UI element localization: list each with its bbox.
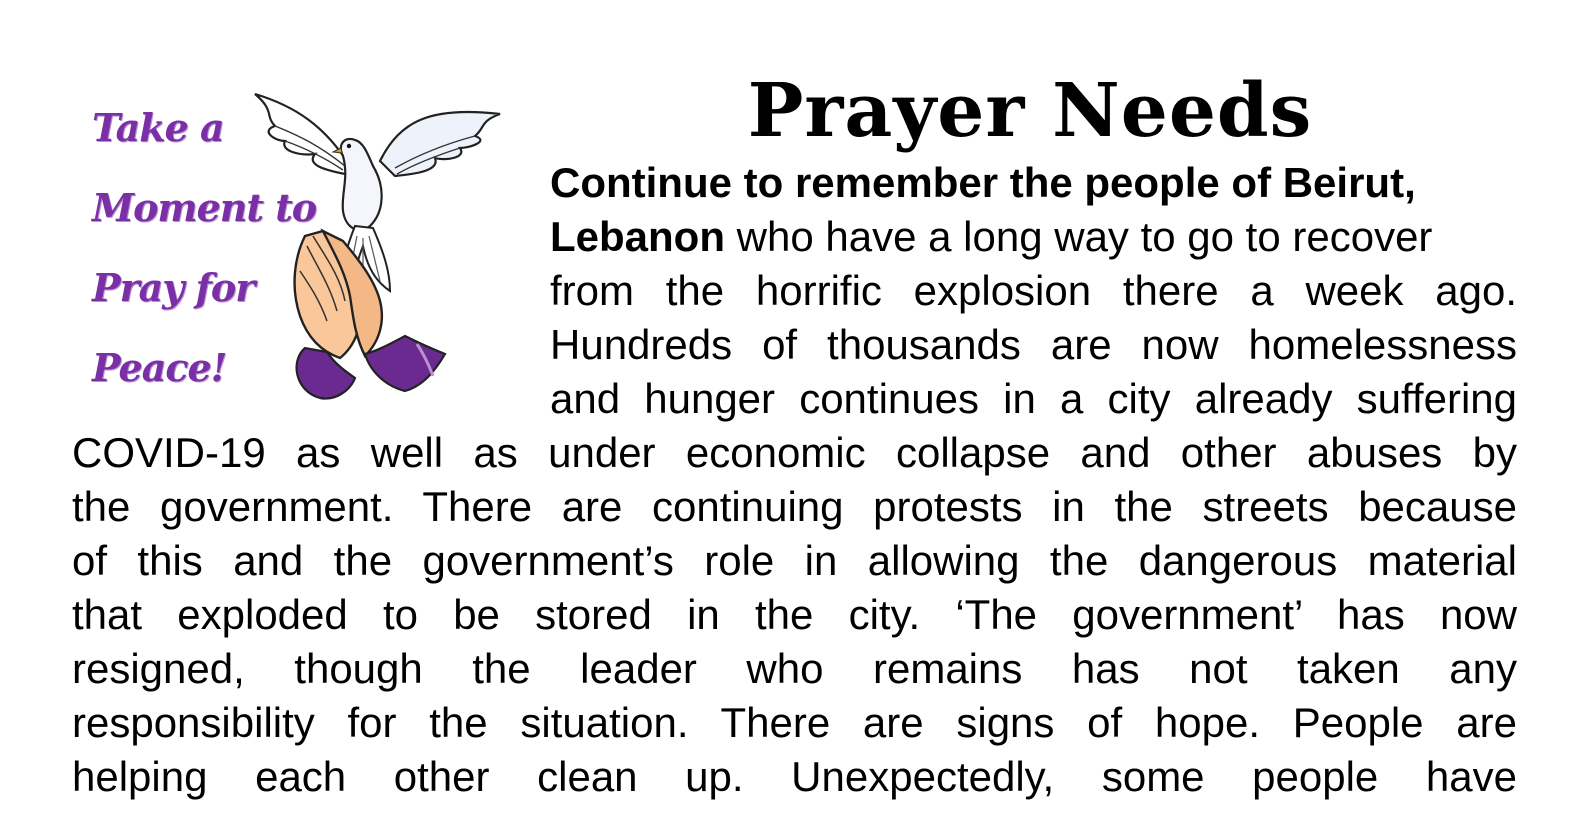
body-line-7: the government. There are continuing protests in the streets because bbox=[72, 483, 1517, 530]
body-line-2-text: who have a long way to go to recover bbox=[725, 213, 1433, 260]
body-line-6: COVID-19 as well as under economic collapse and other abuses by bbox=[72, 429, 1517, 476]
body-line-12: helping each other clean up. Unexpectedly, some people have bbox=[72, 753, 1517, 800]
dove-over-praying-hands-icon bbox=[245, 86, 515, 416]
body-line-8: of this and the government’s role in allowing the dangerous material bbox=[72, 537, 1517, 584]
script-line-1: Take a bbox=[92, 105, 224, 150]
script-line-2: Moment to bbox=[92, 185, 317, 230]
body-line-3: from the horrific explosion there a week ago. bbox=[550, 267, 1517, 314]
page-title: Prayer Needs bbox=[747, 68, 1313, 154]
body-line-1 bbox=[550, 156, 1517, 210]
script-line-3: Pray for bbox=[92, 265, 255, 310]
body-line-9: that exploded to be stored in the city. ‘The government’ has now bbox=[72, 591, 1517, 638]
lead-bold-line-1: Continue to remember the people of Beirut, bbox=[550, 159, 1416, 206]
body-line-5: and hunger continues in a city already suffering bbox=[550, 375, 1517, 422]
body-line-2 bbox=[550, 210, 1517, 264]
lead-bold-line-2: Lebanon bbox=[550, 213, 725, 260]
body-line-11: responsibility for the situation. There are signs of hope. People are bbox=[72, 699, 1517, 746]
body-line-4: Hundreds of thousands are now homelessness bbox=[550, 321, 1517, 368]
script-line-4: Peace! bbox=[92, 345, 227, 390]
body-line-10: resigned, though the leader who remains has not taken any bbox=[72, 645, 1517, 692]
